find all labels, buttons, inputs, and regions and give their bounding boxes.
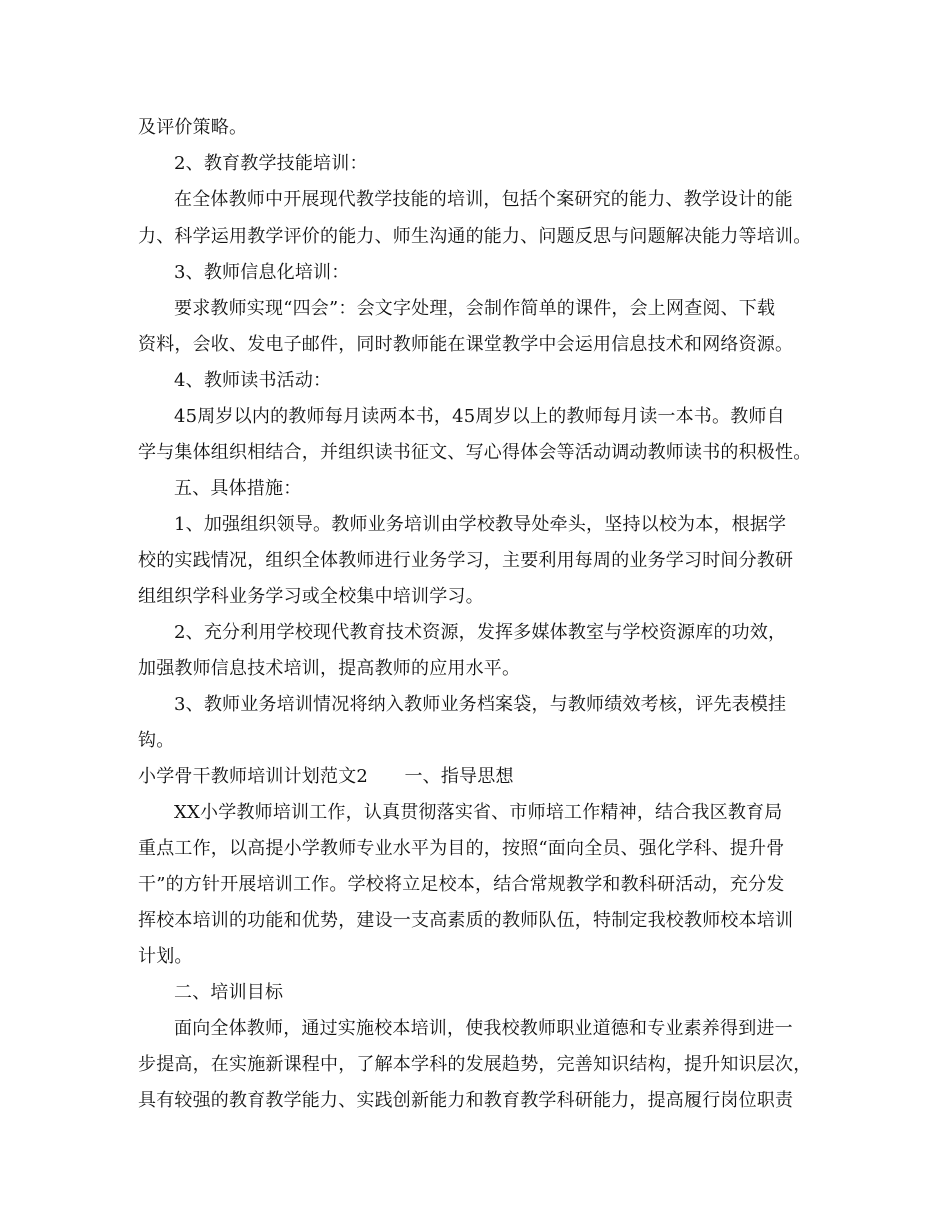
text-line: 重点工作，以高提小学教师专业水平为目的，按照“面向全员、强化学科、提升骨 (138, 838, 785, 859)
text-line: 3、教师业务培训情况将纳入教师业务档案袋，与教师绩效考核，评先表模挂 (174, 694, 787, 715)
text-line: 力、科学运用教学评价的能力、师生沟通的能力、问题反思与问题解决能力等培训。 (138, 226, 812, 247)
text-line: 组组织学科业务学习或全校集中培训学习。 (138, 586, 484, 607)
text-line: XX小学教师培训工作，认真贯彻落实省、市师培工作精神，结合我区教育局 (174, 802, 783, 823)
text-line: 挥校本培训的功能和优势，建设一支高素质的教师队伍，特制定我校教师校本培训 (138, 910, 794, 931)
section-heading: 五、具体措施： (174, 478, 302, 499)
document-title: 小学骨干教师培训计划范文2 一、指导思想 (138, 766, 514, 787)
subheading: 4、教师读书活动： (174, 370, 332, 391)
text-line: 45周岁以内的教师每月读两本书，45周岁以上的教师每月读一本书。教师自 (174, 406, 785, 427)
text-line: 资料，会收、发电子邮件，同时教师能在课堂教学中会运用信息技术和网络资源。 (138, 334, 794, 355)
text-line: 具有较强的教育教学能力、实践创新能力和教育教学科研能力，提高履行岗位职责 (138, 1090, 794, 1111)
text-line: 要求教师实现“四会”：会文字处理，会制作简单的课件，会上网查阅、下载 (174, 298, 776, 319)
subheading: 2、教育教学技能培训： (174, 153, 368, 174)
text-line: 学与集体组织相结合，并组织读书征文、写心得体会等活动调动教师读书的积极性。 (138, 442, 812, 463)
text-line: 校的实践情况，组织全体教师进行业务学习，主要利用每周的业务学习时间分教研 (138, 550, 794, 571)
text-line: 钩。 (138, 730, 175, 751)
subheading: 3、教师信息化培训： (174, 262, 350, 283)
text-line: 计划。 (138, 946, 193, 967)
text-line: 及评价策略。 (138, 117, 248, 138)
text-line: 面向全体教师，通过实施校本培训，使我校教师职业道德和专业素养得到进一 (174, 1018, 793, 1039)
text-line: 1、加强组织领导。教师业务培训由学校教导处牵头，坚持以校为本，根据学 (174, 514, 787, 535)
text-line: 干”的方针开展培训工作。学校将立足校本，结合常规教学和教科研活动，充分发 (138, 874, 785, 895)
section-heading: 二、培训目标 (174, 982, 284, 1003)
text-line: 在全体教师中开展现代教学技能的培训，包括个案研究的能力、教学设计的能 (174, 189, 793, 210)
text-line: 2、充分利用学校现代教育技术资源，发挥多媒体教室与学校资源库的功效， (174, 622, 787, 643)
text-line: 步提高，在实施新课程中，了解本学科的发展趋势，完善知识结构，提升知识层次， (138, 1054, 812, 1075)
text-line: 加强教师信息技术培训，提高教师的应用水平。 (138, 658, 521, 679)
